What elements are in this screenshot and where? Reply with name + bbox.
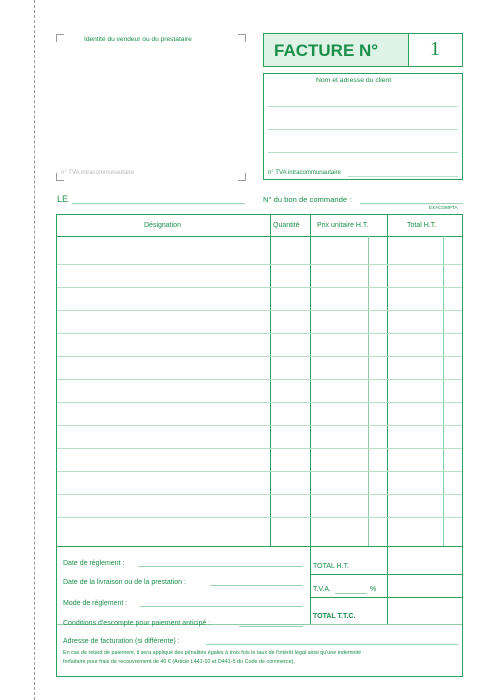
payment-date-label: Date de règlement : [63,560,125,567]
invoice-title-box [263,33,463,67]
column-header-designation: Désignation [144,222,181,229]
table-row[interactable] [57,356,462,357]
date-line [72,203,245,204]
delivery-date-label: Date de la livraison ou de la prestation : [63,579,186,586]
corner-mark [238,173,246,181]
client-box [263,73,463,180]
table-row[interactable] [57,471,462,472]
tva-percent: % [370,586,377,593]
client-vat-line [348,176,458,177]
discount-label: Conditions d'escompte pour paiement anticipé : [63,620,211,627]
table-row[interactable] [57,402,462,403]
billing-address-line [206,644,458,645]
invoice-title-divider [408,34,409,66]
client-vat-label: n° TVA intracommunautaire [268,170,341,176]
totals-divider [387,547,388,624]
delivery-date-line [210,585,303,586]
items-table [56,214,463,547]
table-row[interactable] [57,425,462,426]
order-number-line [360,203,463,204]
billing-address-label: Adresse de facturation (si différente) : [63,638,180,645]
column-header-unit-price: Prix unitaire H.T. [317,222,369,229]
total-ht-label: TOTAL H.T. [313,563,350,570]
table-row[interactable] [57,517,462,518]
corner-mark [56,34,64,42]
tva-rate-line [335,593,367,594]
table-row[interactable] [57,448,462,449]
legal-note-line-2: forfaitaire pour frais de recouvrement de 40 € (Article L441-10 et D441-5 du Code de commerce). [63,659,295,665]
corner-mark [238,34,246,42]
column-subdivider [368,236,369,546]
payment-date-line [138,566,303,567]
table-row[interactable] [57,264,462,265]
invoice-number: 1 [430,38,440,60]
brand-label: EXACOMPTA [429,205,458,210]
client-line [268,152,458,153]
perforation-line [34,0,35,700]
table-row[interactable] [57,310,462,311]
payment-mode-line [140,606,303,607]
table-row[interactable] [57,379,462,380]
client-line [268,129,458,130]
column-subdivider [443,236,444,546]
column-header-total-ht: Total H.T. [407,222,437,229]
discount-line [239,626,303,627]
table-row[interactable] [57,494,462,495]
table-row[interactable] [57,333,462,334]
date-label: LE [57,194,69,204]
total-ttc-label: TOTAL T.T.C. [313,613,356,620]
seller-vat-label: n° TVA intracommunautaire [61,170,134,176]
client-line [268,106,458,107]
order-number-label: N° du bon de commande : [263,195,352,204]
tva-label: T.V.A. [313,586,332,593]
column-header-quantity: Quantité [273,222,300,229]
table-row[interactable] [57,287,462,288]
totals-row-line [310,597,462,598]
totals-divider [310,547,311,624]
client-label: Nom et adresse du client [316,77,392,84]
payment-mode-label: Mode de règlement : [63,600,128,607]
invoice-title: FACTURE N° [274,41,379,60]
seller-identity-label: Identité du vendeur ou du prestataire [84,36,192,43]
table-header-divider [57,236,462,237]
legal-note-line-1: En cas de retard de paiement, il sera appliqué des pénalités égales à trois fois le taux de l'intérêt légal ainsi qu'une indemnité [63,650,362,656]
totals-row-line [310,574,462,575]
